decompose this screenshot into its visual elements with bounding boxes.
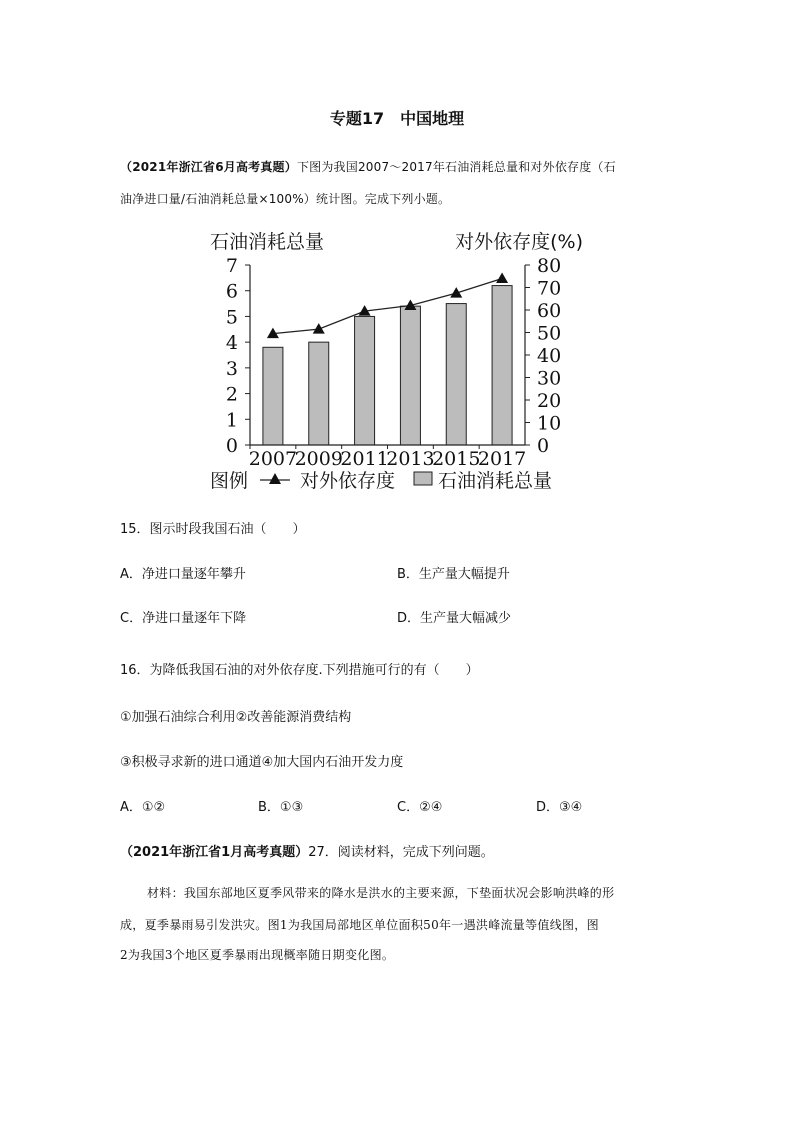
right-tick-label: 30 xyxy=(537,367,562,390)
material-line-3: 2为我国3个地区夏季暴雨出现概率随日期变化图。 xyxy=(120,948,395,962)
right-tick-label: 0 xyxy=(537,435,550,457)
q15-option-d[interactable]: D．生产量大幅减少 xyxy=(397,611,512,626)
bar-2017 xyxy=(492,286,512,445)
q16-option-d[interactable]: D．③④ xyxy=(536,800,583,815)
legend-line-label: 对外依存度 xyxy=(300,470,396,492)
x-tick-label: 2017 xyxy=(477,448,527,470)
oil-chart xyxy=(200,225,600,495)
legend-bar-label: 石油消耗总量 xyxy=(438,470,553,492)
intro-line-1 xyxy=(120,158,616,175)
q15-option-b[interactable]: B．生产量大幅提升 xyxy=(397,567,510,582)
legend-triangle-icon xyxy=(269,473,281,484)
q16-statement-2: ③积极寻求新的进口通道④加大国内石油开发力度 xyxy=(120,755,404,770)
intro-source: （2021年浙江省6月高考真题） xyxy=(120,160,297,174)
left-tick-label: 4 xyxy=(225,332,238,355)
right-tick-label: 60 xyxy=(537,300,562,322)
legend-bar-swatch xyxy=(414,472,432,485)
x-tick-label: 2011 xyxy=(340,448,389,470)
x-tick-label: 2007 xyxy=(248,448,298,470)
left-tick-label: 7 xyxy=(225,255,238,277)
bar-2013 xyxy=(400,306,420,445)
dependency-point-2017 xyxy=(496,273,508,284)
bar-2015 xyxy=(446,304,466,445)
material-line-2: 成，夏季暴雨易引发洪灾。图1为我国局部地区单位面积50年一遇洪峰流量等值线图，图 xyxy=(120,918,599,932)
bar-2009 xyxy=(309,342,329,445)
question-27-line xyxy=(120,841,494,860)
x-tick-label: 2015 xyxy=(432,448,481,470)
bar-2011 xyxy=(355,316,375,445)
right-tick-label: 70 xyxy=(537,277,562,300)
x-tick-label: 2013 xyxy=(386,448,435,470)
intro-line-2: 油净进口量/石油消耗总量×100%）统计图。完成下列小题。 xyxy=(120,192,451,206)
q16-option-a[interactable]: A．①② xyxy=(120,800,166,815)
left-tick-label: 2 xyxy=(225,383,238,406)
left-axis-title: 石油消耗总量 xyxy=(210,231,325,253)
q16-option-c[interactable]: C．②④ xyxy=(397,800,443,815)
q16-statement-1: ①加强石油综合利用②改善能源消费结构 xyxy=(120,710,352,725)
left-tick-label: 0 xyxy=(225,435,238,457)
q15-option-a[interactable]: A．净进口量逐年攀升 xyxy=(120,567,246,582)
right-axis-title: 对外依存度(%) xyxy=(455,231,583,253)
legend-title: 图例 xyxy=(210,470,249,492)
dependency-point-2009 xyxy=(313,323,325,334)
x-tick-label: 2009 xyxy=(294,448,343,470)
left-tick-label: 1 xyxy=(225,409,238,432)
dependency-line xyxy=(273,279,502,334)
material-line-1: 材料：我国东部地区夏季风带来的降水是洪水的主要来源，下垫面状况会影响洪峰的形 xyxy=(147,886,615,900)
question-15-stem: 15．图示时段我国石油（ ） xyxy=(120,522,306,537)
right-tick-label: 40 xyxy=(537,345,562,367)
q27-stem: 27．阅读材料，完成下列问题。 xyxy=(308,845,494,860)
q27-source: （2021年浙江省1月高考真题） xyxy=(120,845,309,860)
right-tick-label: 10 xyxy=(537,412,562,435)
intro-text: 下图为我国2007～2017年石油消耗总量和对外依存度（石 xyxy=(296,160,616,174)
q15-option-c[interactable]: C．净进口量逐年下降 xyxy=(120,611,247,626)
left-tick-label: 6 xyxy=(225,280,238,303)
left-tick-label: 3 xyxy=(225,357,238,380)
left-tick-label: 5 xyxy=(225,306,238,329)
right-tick-label: 20 xyxy=(537,390,562,412)
question-16-stem: 16．为降低我国石油的对外依存度.下列措施可行的有（ ） xyxy=(120,663,479,678)
right-tick-label: 50 xyxy=(537,322,562,345)
bar-2007 xyxy=(263,347,283,445)
page-title: 专题17 中国地理 xyxy=(329,109,465,128)
q16-option-b[interactable]: B．①③ xyxy=(258,800,304,815)
right-tick-label: 80 xyxy=(537,255,562,277)
